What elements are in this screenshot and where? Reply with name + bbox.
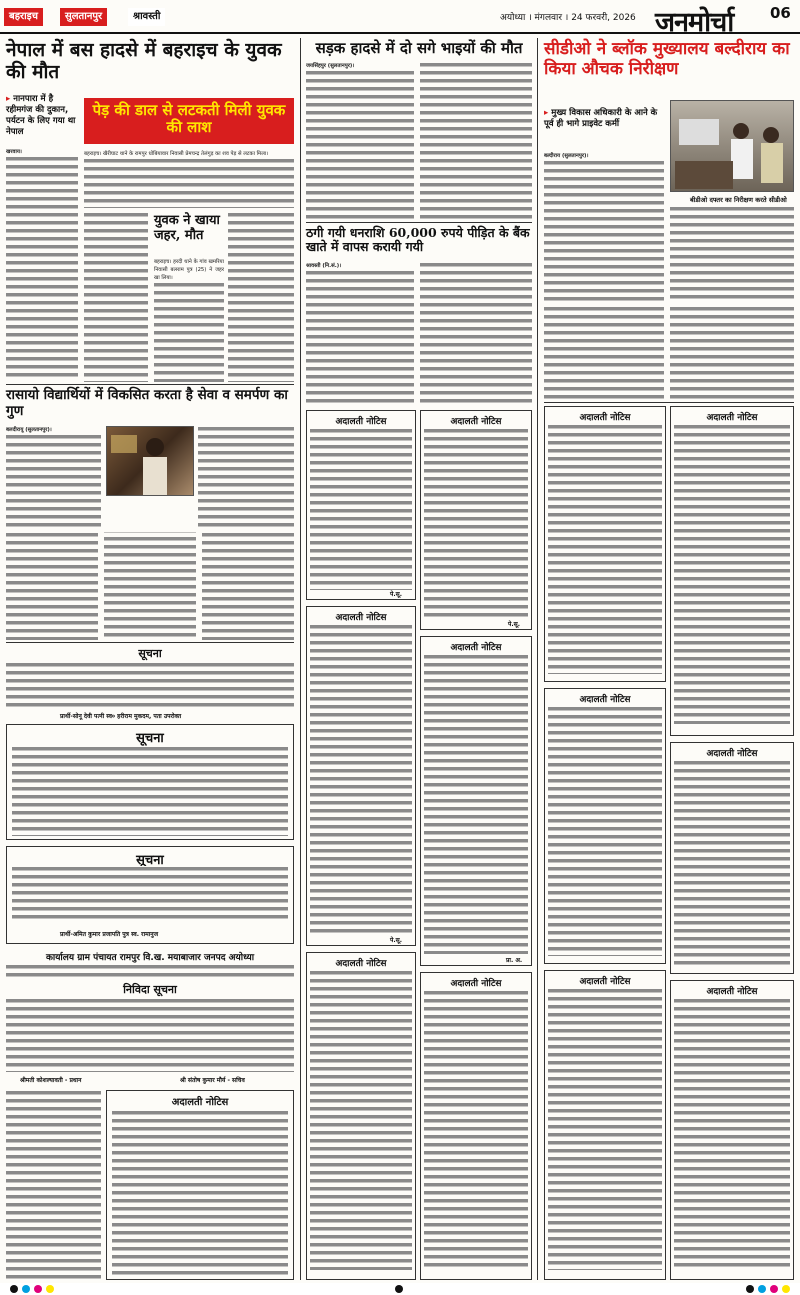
bdo-body-col3: [544, 306, 664, 400]
adalati-title-12: अदालती नोटिस: [579, 977, 631, 987]
tree-lead-text: बहराइच। खैरीघाट थाने के रामपुर धोबियावार निवासी प्रेमचन्द्र तेलंगुड़ का शव पेड़ से लटका मिला।: [84, 151, 269, 157]
bullet-icon: ▸: [544, 108, 552, 118]
school-photo: [106, 426, 194, 496]
adalati-title-6: अदालती नोटिस: [335, 959, 387, 969]
nepal-headline: नेपाल में बस हादसे में बहराइच के युवक की मौत: [6, 39, 282, 83]
adalati-sign-3: पे.सू.: [508, 621, 521, 628]
notice3-title: सूचना: [136, 853, 164, 868]
divider: [6, 384, 294, 385]
adalati-title-8: अदालती नोटिस: [579, 413, 631, 423]
school-body-col3: [198, 426, 294, 530]
divider: [544, 402, 794, 403]
column-rule: [537, 38, 538, 1280]
column-rule: [300, 38, 301, 1280]
adalati-body-11: [674, 760, 790, 966]
tree-headline: पेड़ की डाल से लटकती मिली युवक की लाश: [92, 101, 286, 137]
adalati-title-9: अदालती नोटिस: [706, 413, 758, 423]
bdo-photo: [670, 100, 794, 192]
registration-mark-icon: [46, 1285, 54, 1293]
bdo-body-col4: [670, 306, 794, 400]
adalati-title-11: अदालती नोटिस: [706, 749, 758, 759]
adalati-body-1: [112, 1110, 288, 1276]
nepal-body: [6, 148, 78, 378]
school-headline: रासायो विद्यार्थियों में विकसित करता है सेवा व समर्पण का गुण: [6, 387, 288, 419]
nepal-bullet: [6, 94, 78, 138]
adalati-body-6: [310, 970, 412, 1270]
adalati-body-3: [424, 428, 528, 618]
registration-mark-icon: [22, 1285, 30, 1293]
office-subtitle: [6, 964, 294, 978]
cheat-dateline: श्रावस्ती (नि.सं.)।: [306, 263, 342, 269]
adalati-body-2: [310, 428, 412, 590]
notice3-signature: प्रार्थी-अमित कुमार प्रजापति पुत्र स्व. रामानुज: [60, 931, 159, 938]
road-dateline: जयसिंहपुर (सुलतानपुर)।: [306, 63, 355, 69]
registration-mark-icon: [395, 1285, 403, 1293]
notice2-body: [12, 746, 288, 836]
road-body-col1: [306, 62, 414, 220]
bdo-bullet: [544, 108, 664, 130]
bdo-body-col1: [544, 152, 664, 302]
registration-mark-icon: [10, 1285, 18, 1293]
tag-bahraich: बहराइच: [4, 8, 43, 26]
adalati-title-2: अदालती नोटिस: [335, 417, 387, 427]
tree-lead: [84, 150, 294, 208]
adalati-sign-2: पे.सू.: [390, 591, 403, 598]
registration-mark-icon: [782, 1285, 790, 1293]
adalati-body-9: [674, 424, 790, 724]
adalati-title-4: अदालती नोटिस: [335, 613, 387, 623]
notice2-title: सूचना: [136, 731, 164, 746]
adalati-body-8: [548, 424, 662, 674]
adalati-title-7: अदालती नोटिस: [450, 979, 502, 989]
registration-mark-icon: [746, 1285, 754, 1293]
masthead-logo: जनमोर्चा: [655, 7, 734, 38]
notice1-signature: प्रार्थी-सोनू देवी पत्नी स्व० हरीराम मुकदम, पता उपरोक्त: [60, 713, 182, 720]
bdo-dateline: बल्दीराय (सुलतानपुर)।: [544, 153, 589, 159]
bdo-headline: सीडीओ ने ब्लॉक मुख्यालय बल्दीराय का किया औचक निरीक्षण: [544, 39, 790, 79]
tree-body-col3: [228, 212, 294, 382]
notice1-body: [6, 662, 294, 710]
registration-mark-icon: [758, 1285, 766, 1293]
adalati-body-10: [548, 706, 662, 956]
bdo-photo-caption: बीडीओ दफ्तर का निरीक्षण करते सीडीओ: [690, 196, 787, 204]
bdo-photo-figures: [671, 101, 794, 192]
notice1-title: सूचना: [138, 647, 162, 660]
adalati-title-1: अदालती नोटिस: [171, 1097, 229, 1108]
adalati-body-7: [424, 990, 528, 1270]
page-number: 06: [770, 4, 791, 22]
adalati-title-5: अदालती नोटिस: [450, 643, 502, 653]
divider: [6, 642, 294, 643]
school-body-bottom: [6, 532, 294, 640]
adalati-title-3: अदालती नोटिस: [450, 417, 502, 427]
road-headline: सड़क हादसे में दो सगे भाइयों की मौत: [315, 39, 523, 57]
notice3-body: [12, 866, 288, 922]
adalati-sign-5: प्रा. अ.: [506, 957, 523, 964]
divider: [306, 222, 532, 223]
adalati-body-12: [548, 988, 662, 1270]
nepal-dateline: खरवाय।: [6, 149, 22, 155]
school-photo-figure: [107, 427, 194, 496]
road-body-col2: [420, 62, 532, 220]
adalati-body-13: [674, 998, 790, 1270]
tag-sultanpur: सुलतानपुर: [60, 8, 107, 26]
tree-headline-box: [84, 98, 294, 144]
nivida-title: निविदा सूचना: [123, 983, 177, 996]
poison-headline: युवक ने खाया जहर, मौत: [154, 213, 220, 243]
school-body-col1: [6, 426, 101, 530]
registration-mark-icon: [770, 1285, 778, 1293]
poison-lead: बहराइच। हरदी थाने के गांव खमरिया निवासी बलराम पुत्र (25) ने जहर खा लिया।: [154, 259, 224, 281]
tag-shravasti: श्रावस्ती: [128, 8, 165, 26]
adalati-body-5: [424, 654, 528, 954]
nivida-sign-left: श्रीमती कोशल्यावती - प्रधान: [20, 1077, 82, 1084]
registration-mark-icon: [34, 1285, 42, 1293]
poison-body: [154, 258, 224, 382]
page-header: [0, 0, 800, 38]
dateline: अयोध्या । मंगलवार । 24 फरवरी, 2026: [500, 13, 636, 23]
bdo-bullet-text: मुख्य विकास अधिकारी के आने के पूर्व ही भागे प्राइवेट कर्मी: [544, 108, 658, 130]
cheat-body-col2: [420, 262, 532, 406]
print-registration-bar: [0, 1283, 800, 1295]
office-title: कार्यालय ग्राम पंचायत रामपुर वि.ख. मयाबाजार जनपद अयोध्या: [45, 953, 255, 963]
bdo-body-col2: [670, 206, 794, 302]
adalati-body-4: [310, 624, 412, 934]
adalati-title-13: अदालती नोटिस: [706, 987, 758, 997]
nepal-bullet-text: नानपारा में है रहीमगंज की दुकान, पर्यटन के लिए गया था नेपाल: [6, 94, 76, 138]
adalati-sign-4: पे.सू.: [390, 937, 403, 944]
misc-body-col1: [6, 1090, 101, 1280]
nivida-body: [6, 998, 294, 1072]
bullet-icon: ▸: [6, 94, 14, 104]
nivida-sign-right: श्री संतोष कुमार मौर्य - सचिव: [180, 1077, 245, 1084]
school-dateline: बलदीरायू (सुलतानपुर)।: [6, 427, 52, 433]
adalati-title-10: अदालती नोटिस: [579, 695, 631, 705]
cheat-headline: ठगी गयी धनराशि 60,000 रुपये पीड़ित के बैंक खाते में वापस करायी गयी: [306, 225, 530, 255]
tree-body-col1: [84, 212, 148, 382]
cheat-body-col1: [306, 262, 414, 406]
